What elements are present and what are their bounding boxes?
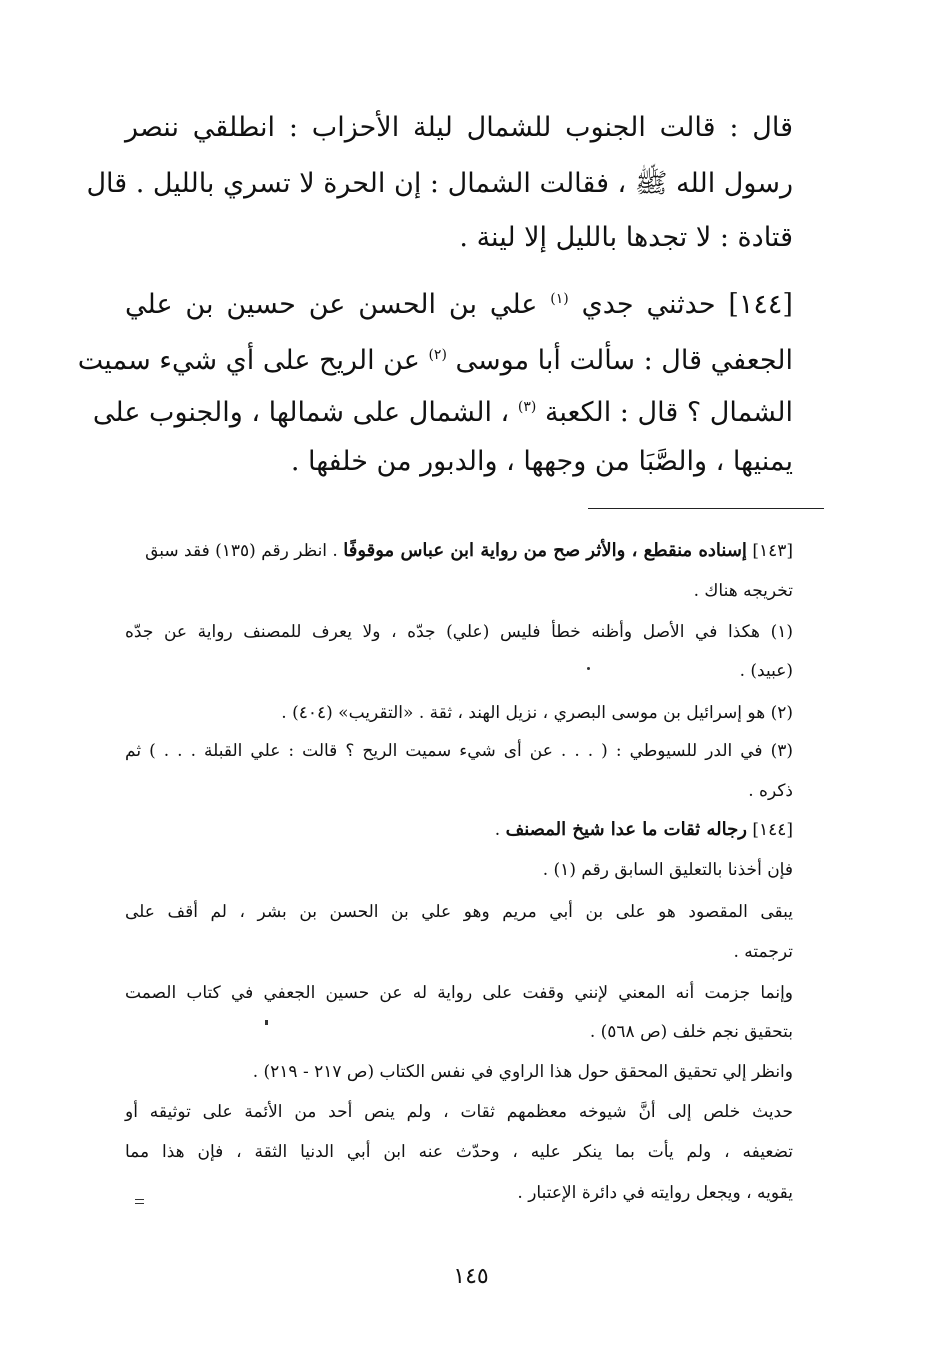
footnote-144 [125, 817, 793, 843]
footnote-label: [١٤٣] [752, 541, 793, 561]
main-text-line [125, 277, 793, 327]
footnote-line: حديث خلص إلى أنَّ شيوخه معظمهم ثقات ، ولم ينص أحد من الأئمة على توثيقه أو [125, 1102, 793, 1122]
footnote-line: (عبيد) . [739, 661, 793, 681]
footnote-bold-text: رجاله ثقات ما عدا شيخ المصنف [505, 819, 747, 840]
footnote-ref-2: (٢) [428, 347, 447, 363]
scan-speck [587, 667, 590, 670]
text-run: . انظر رقم (١٣٥) فقد سبق [145, 541, 338, 561]
main-text-line: قتادة : لا تجدها بالليل إلا لينة . [459, 222, 793, 253]
footnote-line: يبقى المقصود هو على بن أبي مريم وهو علي بن الحسن بن بشر ، لم أقف على [125, 902, 793, 922]
footnote-line: تخريجه هناك . [693, 581, 793, 601]
main-text-line [77, 333, 793, 383]
footnote-line: بتحقيق نجم خلف (ص ٥٦٨) . [589, 1022, 793, 1042]
footnote-line: فإن أخذنا بالتعليق السابق رقم (١) . [542, 860, 793, 880]
footnote-line: تضعيفه ، ولم يأت بما ينكر عليه ، وحدّث عنه ابن أبي الدنيا الثقة ، فإن هذا مما [125, 1142, 793, 1162]
footnote-3: (٣) في الدر للسيوطي : ( . . . عن أى شيء سميت الريح ؟ قالت : علي القبلة . . . ) ثم [125, 741, 793, 761]
text-run: عن الريح على أي شيء سميت [77, 345, 420, 376]
footnote-line: يقويه ، ويجعل روايته في دائرة الإعتبار . [517, 1183, 793, 1203]
footnote-2: (٢) هو إسرائيل بن موسى البصري ، نزيل الهند ، ثقة . «التقريب» (٤٠٤) . [281, 703, 793, 723]
scan-speck [135, 1199, 144, 1200]
page-number: ١٤٥ [453, 1264, 489, 1289]
footnote-line: ترجمته . [733, 942, 793, 962]
footnote-143 [125, 538, 793, 564]
footnote-ref-3: (٣) [517, 399, 537, 415]
footnote-line: وانظر إلي تحقيق المحقق حول هذا الراوي في نفس الكتاب (ص ٢١٧ - ٢١٩) . [252, 1062, 793, 1082]
footnote-ref-1: (١) [550, 291, 569, 307]
footnote-line: ذكره . [748, 781, 793, 801]
scan-speck [265, 1020, 268, 1025]
text-run: [١٤٤] حدثني جدي [581, 289, 793, 320]
text-run: الشمال ؟ قال : الكعبة [544, 397, 793, 428]
footnote-bold-text: إسناده منقطع ، والأثر صح من رواية ابن عباس موقوفًا [343, 540, 747, 561]
text-run: . [494, 820, 501, 840]
main-text-line: قال : قالت الجنوب للشمال ليلة الأحزاب : انطلقي ننصر [125, 112, 793, 143]
footnote-1: (١) هكذا في الأصل وأظنه خطأ فليس (علي) جدّه ، ولا يعرف للمصنف رواية عن جدّه [125, 622, 793, 642]
footnote-line: وإنما جزمت أنه المعني لإنني وقفت على رواية له عن حسين الجعفي في كتاب الصمت [125, 983, 793, 1003]
main-text-line: يمنيها ، والصَّبَا من وجهها ، والدبور من خلفها . [290, 446, 793, 477]
main-text-line [92, 385, 793, 435]
text-run: ، الشمال على شمالها ، والجنوب على [92, 397, 510, 428]
main-text-line: رسول الله ﷺ ، فقالت الشمال : إن الحرة لا تسري بالليل . قال [86, 168, 793, 199]
scan-speck [135, 1203, 144, 1204]
text-run: علي بن الحسن عن حسين بن علي [125, 289, 538, 320]
text-run: الجعفي قال : سألت أبا موسى [455, 345, 793, 376]
footnote-label: [١٤٤] [752, 820, 793, 840]
footnote-divider [588, 508, 824, 509]
